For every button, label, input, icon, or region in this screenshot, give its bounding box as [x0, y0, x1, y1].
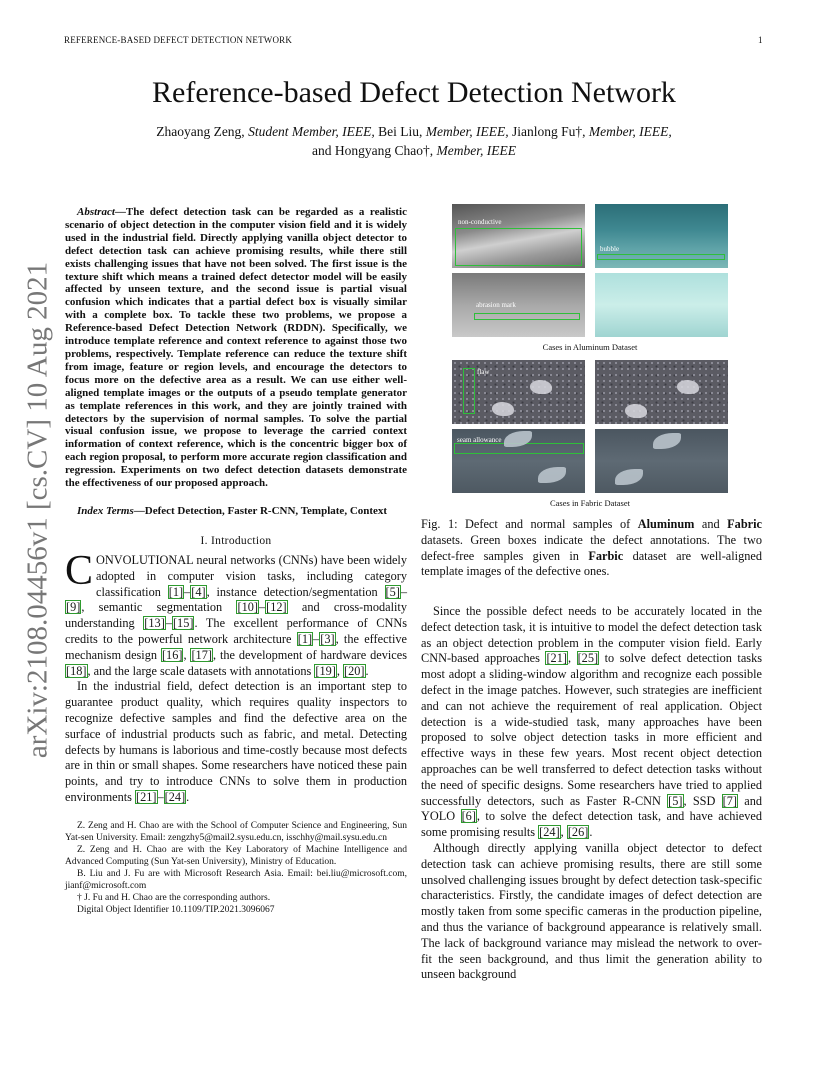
- paper-title: Reference-based Defect Detection Network: [152, 76, 676, 109]
- aluminum-normal-image: [595, 273, 728, 337]
- text-span: , the effective mechanism design: [65, 631, 407, 662]
- text-span: ,: [183, 647, 191, 662]
- fabric-subcaption: Cases in Fabric Dataset: [549, 498, 631, 508]
- text-span: , and the large scale datasets with annotations: [87, 663, 315, 678]
- defect-box: [463, 368, 475, 414]
- text-span: and: [694, 517, 728, 531]
- text-span: ,: [560, 825, 567, 840]
- text-span: –: [258, 600, 266, 615]
- aluminum-row-2: [452, 273, 728, 337]
- abstract: [65, 206, 407, 490]
- intro-paragraph-3: [421, 604, 762, 841]
- figure-caption-label: Fig. 1:: [421, 517, 458, 531]
- arxiv-stamp: [21, 261, 54, 759]
- defect-label: flaw: [477, 368, 490, 376]
- left-column: [65, 206, 407, 916]
- text-span: , the development of hardware devices: [212, 647, 408, 662]
- text-span: In the industrial field, defect detection is an important step to guarantee product quality, which requires quality inspectors to recognize defective samples and find the defective area on the surface of industrial products such as fabric, and metal. Detecting defects by humans is laborious and time-costly because most defects are in thin or small shapes. Some researchers have noticed these pain points, and try to introduce CNNs to solve them in production environments: [65, 679, 407, 804]
- citation-link[interactable]: [25]: [577, 651, 599, 666]
- defect-box: [474, 313, 580, 320]
- intro-paragraph-4: Although directly applying vanilla object detector to defect detection task can achieve promising results, there are still some unsolved challenging issues brought by defect detection task-specific characteristics. Firstly, the candidate images of defect detection are mostly taken from some specific cameras in the production pipeline, and thus the variance of background appearance is relatively small. The lack of background variance may mislead the network to over-fit the seen background, and thus limit the generation ability to unseen background: [421, 840, 762, 982]
- abstract-text: —The defect detection task can be regarded as a realistic scenario of object detection in the computer vision field and it is widely used in the industrial field. Directly applying vanilla object detector to defect detection task can achieve promising results, while there still exists challenging issues that have not been solved. The first issue is the texture shift which means a trained defect detector model will be easily affected by unseen texture, and the second issue is partial visual confusion which indicates that a partial defect box is visually similar with a complete box. To tackle these two problems, we propose a Reference-based Defect Detection Network (RDDN). Specifically, we introduce template reference and context reference to against those two problems, respectively. Template reference can reduce the texture shift from image, feature or region levels, and encourage the detectors to focus more on the defective area as a result. We can use either well-aligned template images or the outputs of a pseudo template generator as template references in this work, and they are jointly trained with detectors by the supervision of normal samples. To solve the partial visual confusion issue, we propose to leverage the carried context information of context reference, which is the concentric bigger box of each region proposal, to perform more accurate region classification and regression. Experiments on two defect detection datasets demonstrate the effectiveness of our proposed approach.: [65, 206, 407, 490]
- author-role: Member, IEEE,: [425, 124, 509, 139]
- aluminum-defect-image: [452, 204, 585, 268]
- text-span: . The excellent performance of CNNs credits to the powerful network architecture: [65, 616, 407, 646]
- footnote: Z. Zeng and H. Chao are with the School of Computer Science and Engineering, Sun Yat-sen University. Email: zengzhy5@mail2.sysu.edu.cn, isschhy@mail.sysu.edu.cn: [65, 820, 407, 843]
- text-span: , semantic segmentation: [81, 600, 237, 615]
- citation-link[interactable]: [16]: [161, 647, 183, 662]
- citation-link[interactable]: [10]: [237, 600, 258, 615]
- fabric-pattern: [625, 404, 647, 418]
- author-name: Zhaoyang Zeng,: [156, 124, 245, 139]
- citation-link[interactable]: [1]: [297, 631, 313, 646]
- citation-link[interactable]: [21]: [136, 789, 157, 804]
- intro-paragraph-2: [65, 679, 407, 805]
- aluminum-defect-image: [452, 273, 585, 337]
- citation-link[interactable]: [21]: [546, 651, 567, 666]
- text-span: .: [589, 825, 593, 840]
- citation-link[interactable]: [5]: [668, 793, 683, 808]
- fabric-pattern: [492, 402, 514, 416]
- citation-link[interactable]: [24]: [539, 825, 560, 840]
- fabric-pattern: [530, 380, 552, 394]
- fabric-pattern: [653, 433, 681, 449]
- abstract-label: Abstract: [77, 206, 115, 218]
- text-span: –: [400, 584, 408, 599]
- fabric-template-image: [595, 360, 728, 424]
- fabric-pattern: [677, 380, 699, 394]
- index-terms: [65, 505, 407, 518]
- fabric-pattern: [538, 467, 566, 483]
- author-role: Member, IEEE: [436, 143, 516, 158]
- citation-link[interactable]: [7]: [722, 793, 737, 808]
- defect-label: bubble: [600, 245, 620, 253]
- text-span: Farbic: [588, 548, 624, 563]
- citation-link[interactable]: [17]: [191, 647, 212, 662]
- author-name: and Hongyang Chao†,: [312, 143, 434, 158]
- citation-link[interactable]: [12]: [266, 600, 287, 615]
- intro-paragraph-1: [65, 547, 408, 679]
- fabric-row-1: [452, 360, 728, 424]
- citation-link[interactable]: [18]: [66, 663, 87, 678]
- defect-box: [597, 254, 725, 260]
- text-span: ,: [567, 651, 577, 666]
- index-terms-text: —Defect Detection, Faster R-CNN, Template, Context: [133, 504, 388, 517]
- defect-box: [455, 228, 582, 266]
- citation-link[interactable]: [9]: [66, 600, 81, 615]
- index-terms-label: Index Terms: [77, 504, 134, 517]
- text-span: Fabric: [727, 517, 762, 531]
- text-span: –: [184, 584, 191, 599]
- text-span: –: [157, 789, 164, 804]
- defect-label: abrasion mark: [476, 301, 516, 309]
- text-span: Since the possible defect needs to be accurately located in the defect detection task, it is intuitive to model the defect detection task as an object detection problem in the computer vision field. Early CNN-based approaches: [421, 604, 762, 666]
- figure-1: [452, 204, 728, 516]
- citation-link[interactable]: [24]: [164, 789, 186, 804]
- text-span: ONVOLUTIONAL neural networks (CNNs) have been widely adopted in computer vision tasks, including category classification: [96, 552, 407, 599]
- text-span: to solve defect detection tasks most adopt a sliding-window algorithm and recognize each possible defect in the image patches. However, such strategies are inefficient and can not achieve the requirement of real application. Object detection is a wide-studied task, many approaches have been proposed to solve object detection tasks in more efficient and effective ways in these few years. Most recent object detection approaches can be well transferred to defect detection tasks without the need of specific designs. Some researchers have tried to applied successfully detectors, such as Faster R-CNN: [421, 651, 763, 808]
- drop-cap: C: [65, 547, 94, 594]
- right-column: [421, 604, 762, 983]
- author-role: Member, IEEE,: [588, 124, 672, 139]
- figure-caption: [421, 517, 762, 580]
- page-number: 1: [758, 35, 763, 45]
- aluminum-subcaption: Cases in Aluminum Dataset: [542, 342, 638, 352]
- author-list: [96, 122, 732, 160]
- text-span: Defect and normal samples of: [457, 517, 638, 531]
- text-span: and cross-modality understanding: [65, 600, 407, 631]
- text-span: ,: [336, 663, 344, 678]
- text-span: –: [165, 616, 172, 631]
- fabric-defect-image: [452, 360, 585, 424]
- running-header: REFERENCE-BASED DEFECT DETECTION NETWORK: [64, 35, 293, 45]
- section-heading-introduction: I. Introduction: [200, 534, 272, 547]
- citation-link[interactable]: [5]: [385, 584, 400, 599]
- citation-link[interactable]: [26]: [567, 825, 589, 840]
- text-span: and YOLO: [421, 793, 762, 824]
- footnotes: [65, 820, 407, 916]
- footnote: B. Liu and J. Fu are with Microsoft Research Asia. Email: bei.liu@microsoft.com, jianf@microsoft.com: [65, 868, 407, 891]
- text-span: .: [186, 789, 190, 804]
- text-span: , to solve the defect detection task, and have achieved some promising results: [421, 809, 762, 840]
- fabric-defect-image: [452, 429, 585, 493]
- author-name: Jianlong Fu†,: [512, 124, 586, 139]
- text-span: –: [313, 631, 320, 646]
- fabric-row-2: [452, 429, 728, 493]
- text-span: , instance detection/segmentation: [206, 584, 385, 599]
- fabric-pattern: [615, 469, 643, 485]
- aluminum-row-1: [452, 204, 728, 268]
- author-role: Student Member, IEEE,: [248, 124, 375, 139]
- fabric-template-image: [595, 429, 728, 493]
- defect-label: non-conductive: [458, 218, 502, 226]
- text-span: datasets. Green boxes indicate the defect annotations. The two defect-free samples given in: [421, 532, 762, 563]
- citation-link[interactable]: [4]: [191, 584, 206, 599]
- citation-link[interactable]: [19]: [315, 663, 336, 678]
- footnote: Z. Zeng and H. Chao are with the Key Laboratory of Machine Intelligence and Advanced Computing (Sun Yat-sen University), Ministry of Education.: [65, 844, 407, 867]
- citation-link[interactable]: [6]: [461, 809, 476, 824]
- citation-link[interactable]: [20]: [344, 663, 365, 678]
- citation-link[interactable]: [3]: [320, 631, 335, 646]
- text-span: .: [365, 663, 369, 678]
- author-name: Bei Liu,: [378, 124, 423, 139]
- citation-link[interactable]: [1]: [168, 584, 184, 599]
- footnote: † J. Fu and H. Chao are the corresponding authors.: [77, 892, 271, 903]
- citation-link[interactable]: [13]: [144, 616, 165, 631]
- aluminum-defect-image: [595, 204, 728, 268]
- text-span: , SSD: [683, 793, 722, 808]
- arxiv-stamp-text: arXiv:2108.04456v1 [cs.CV] 10 Aug 2021: [21, 261, 54, 759]
- footnote: Digital Object Identifier 10.1109/TIP.2021.3096067: [77, 904, 275, 915]
- text-span: Aluminum: [637, 517, 695, 531]
- defect-label: seam allowance: [457, 436, 502, 444]
- citation-link[interactable]: [15]: [172, 616, 194, 631]
- text-span: dataset are well-aligned template images of the defective ones.: [421, 548, 762, 579]
